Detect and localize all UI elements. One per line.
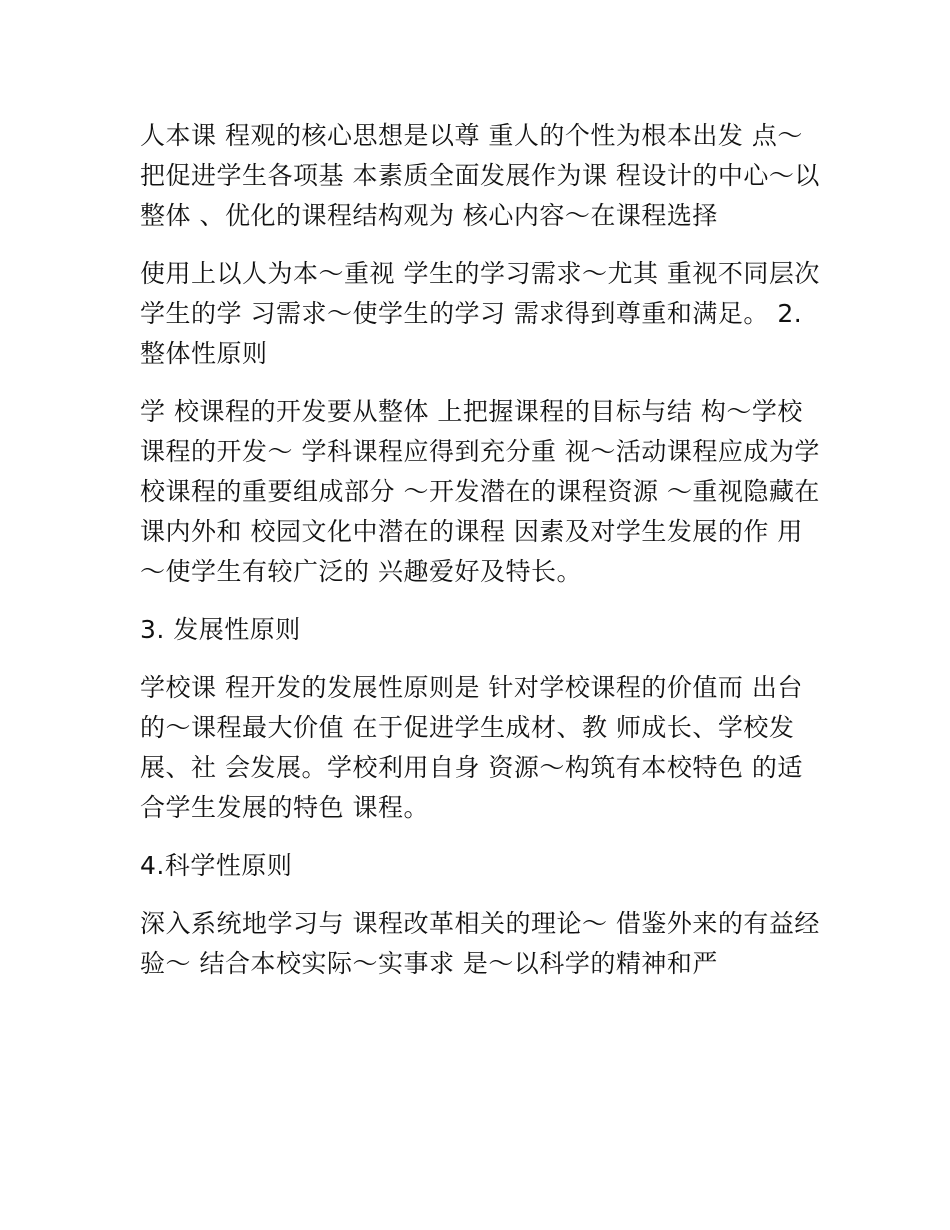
paragraph-humanistic-curriculum: 人本课 程观的核心思想是以尊 重人的个性为根本出发 点～把促进学生各项基 本素质全面发展作为课 程设计的中心～以整体 、优化的课程结构观为 核心内容～在课程选择 [140, 121, 820, 230]
paragraph-holistic-principle: 学 校课程的开发要从整体 上把握课程的目标与结 构～学校课程的开发～ 学科课程应得到充分重 视～活动课程应成为学 校课程的重要组成部分 ～开发潜在的课程资源 ～重视隐藏在课内外和 校园文化中潜在的课程 因素及对学生发展的作 用～使学生有较广泛的 兴趣爱好及特长。 [140, 397, 820, 586]
document-body [140, 116, 820, 1002]
heading-development-principle: 3. 发展性原则 [140, 615, 301, 644]
paragraph-development-principle: 学校课 程开发的发展性原则是 针对学校课程的价值而 出台的～课程最大价值 在于促进学生成材、教 师成长、学校发展、社 会发展。学校利用自身 资源～构筑有本校特色 的适合学生发展的特色 课程。 [140, 673, 803, 822]
heading-scientific-principle: 4.科学性原则 [140, 851, 293, 880]
paragraph-student-needs: 使用上以人为本～重视 学生的学习需求～尤其 重视不同层次学生的学 习需求～使学生的学习 需求得到尊重和满足。 2.整体性原则 [140, 259, 820, 368]
paragraph-scientific-principle: 深入系统地学习与 课程改革相关的理论～ 借鉴外来的有益经验～ 结合本校实际～实事求 是～以科学的精神和严 [140, 909, 820, 978]
